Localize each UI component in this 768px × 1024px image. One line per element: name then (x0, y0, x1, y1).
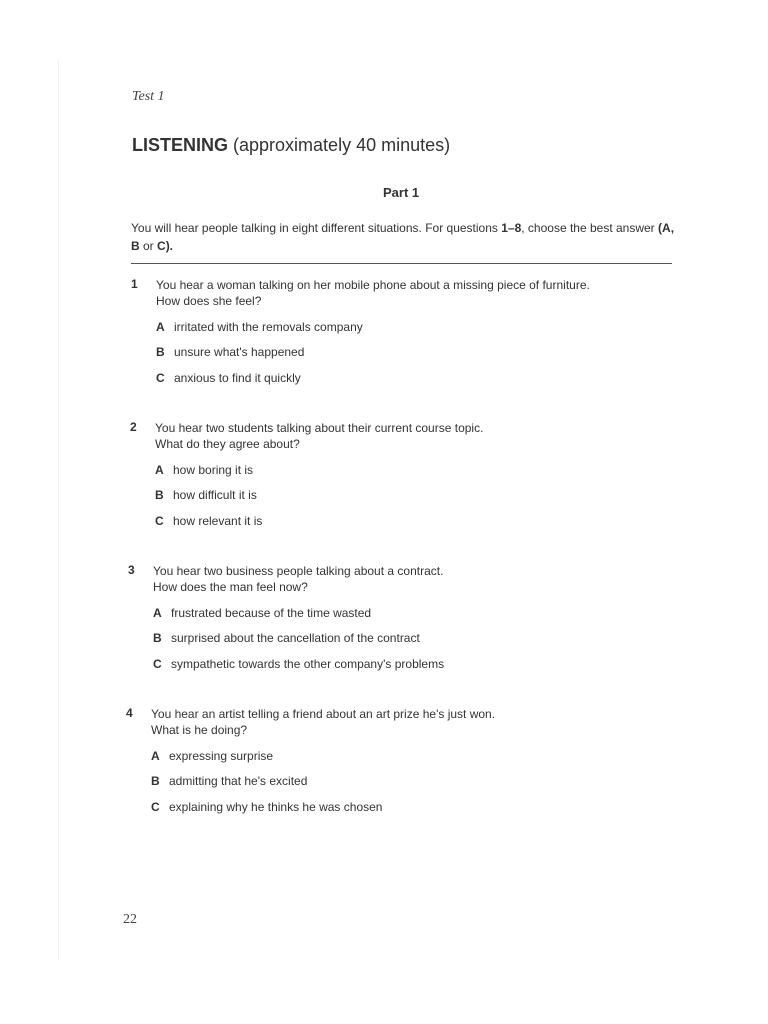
instructions-text-1: You will hear people talking in eight different situations. For questions (131, 221, 502, 235)
section-title (132, 135, 450, 156)
section-divider (131, 263, 672, 264)
option-letter: A (155, 463, 164, 477)
option-text: how relevant it is (173, 514, 263, 528)
question-prompt: How does the man feel now? (153, 580, 308, 594)
option-letter: A (153, 606, 162, 620)
option-text: surprised about the cancellation of the contract (171, 631, 420, 645)
option-text: explaining why he thinks he was chosen (169, 800, 383, 814)
instructions-option-c: C (157, 239, 166, 253)
question-context: You hear two students talking about their current course topic. (155, 421, 484, 435)
option-text: unsure what's happened (174, 345, 305, 359)
part-heading: Part 1 (383, 185, 420, 200)
option-letter: B (156, 345, 165, 359)
section-title-duration: (approximately 40 minutes) (228, 135, 451, 155)
option-letter: B (153, 631, 162, 645)
section-title-bold: LISTENING (132, 135, 229, 155)
question-number: 1 (131, 277, 138, 291)
instructions-paren-open: ( (658, 221, 663, 235)
option-c[interactable] (153, 656, 444, 672)
option-text: irritated with the removals company (174, 320, 363, 334)
question-context: You hear a woman talking on her mobile phone about a missing piece of furniture. (156, 278, 590, 292)
option-a[interactable] (155, 462, 253, 478)
option-letter: C (155, 514, 164, 528)
question-number: 4 (126, 706, 133, 720)
instructions-range: 1–8 (501, 221, 522, 235)
question-prompt: What do they agree about? (155, 437, 300, 451)
option-letter: B (151, 774, 160, 788)
instructions-option-b: B (131, 239, 140, 253)
question-context: You hear an artist telling a friend about an art prize he's just won. (151, 707, 496, 721)
option-letter: C (151, 800, 160, 814)
option-text: frustrated because of the time wasted (171, 606, 372, 620)
option-b[interactable] (153, 630, 420, 646)
option-letter: C (156, 371, 165, 385)
instructions-comma: , (670, 221, 675, 235)
option-letter: A (156, 320, 165, 334)
option-b[interactable] (151, 773, 307, 789)
running-head: Test 1 (132, 89, 165, 104)
option-letter: C (153, 657, 162, 671)
option-a[interactable] (153, 605, 371, 621)
page-edge-divider (58, 60, 59, 960)
option-a[interactable] (151, 748, 273, 764)
question-number: 3 (128, 563, 135, 577)
option-b[interactable] (156, 344, 304, 360)
option-text: admitting that he's excited (169, 774, 308, 788)
option-c[interactable] (155, 513, 262, 529)
option-a[interactable] (156, 319, 363, 335)
question-prompt: What is he doing? (151, 723, 248, 737)
option-text: anxious to find it quickly (174, 371, 301, 385)
option-text: how boring it is (173, 463, 254, 477)
option-letter: B (155, 488, 164, 502)
question-context: You hear two business people talking about a contract. (153, 564, 444, 578)
instructions-option-a: A (662, 221, 671, 235)
option-letter: A (151, 749, 160, 763)
option-b[interactable] (155, 487, 257, 503)
option-c[interactable] (151, 799, 382, 815)
instructions-or: or (139, 239, 158, 253)
option-text: expressing surprise (169, 749, 274, 763)
instructions-text-2: , choose the best answer (521, 221, 659, 235)
option-text: how difficult it is (173, 488, 257, 502)
instructions (131, 219, 679, 255)
question-number: 2 (130, 420, 137, 434)
option-c[interactable] (156, 370, 301, 386)
question-prompt: How does she feel? (156, 294, 262, 308)
instructions-paren-close: ). (165, 239, 174, 253)
option-text: sympathetic towards the other company's problems (171, 657, 445, 671)
page-number: 22 (123, 912, 137, 927)
